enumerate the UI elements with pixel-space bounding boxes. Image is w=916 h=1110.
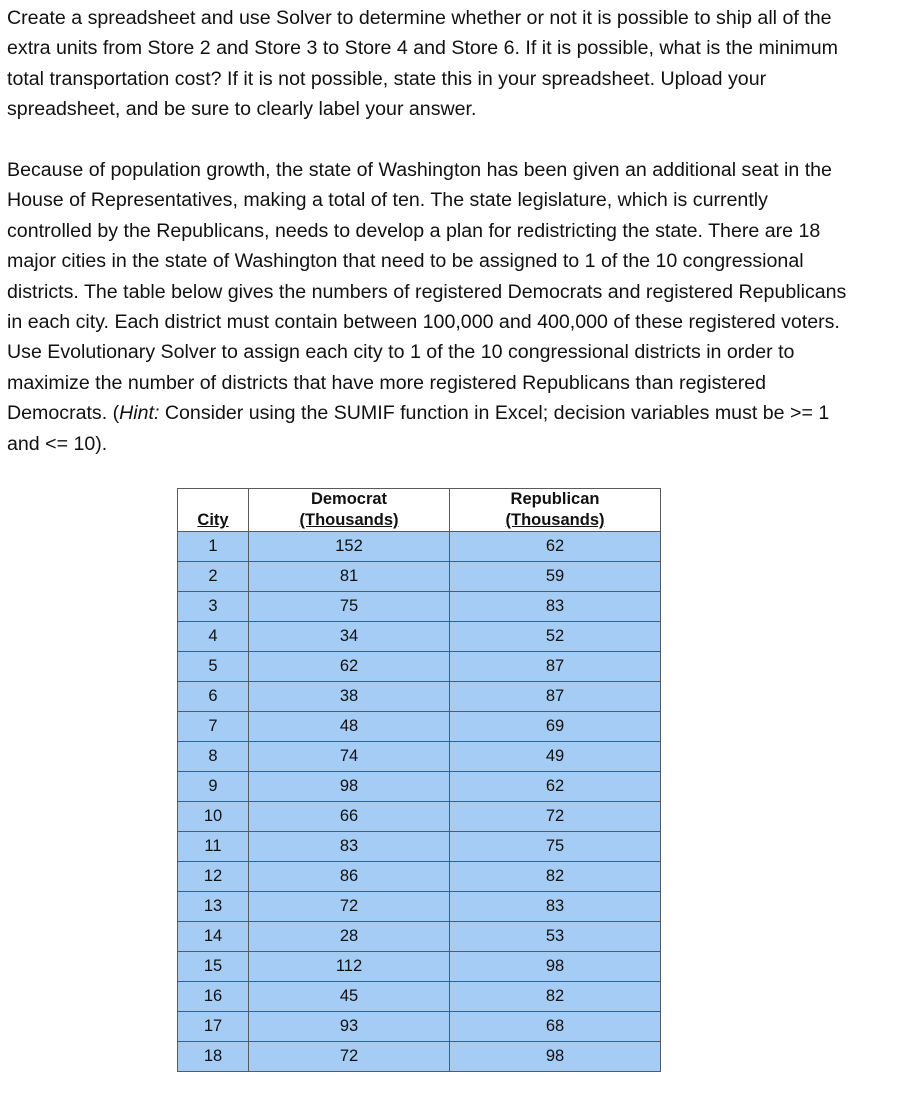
text-segment: Democrats. ( [7, 402, 120, 425]
table-row [178, 952, 661, 982]
table-row [178, 982, 661, 1012]
cell-republican: 82 [450, 982, 661, 1012]
text-line-hint [7, 398, 912, 428]
cell-republican: 98 [450, 1042, 661, 1072]
cell-republican: 82 [450, 862, 661, 892]
cell-republican: 87 [450, 652, 661, 682]
text-line: House of Representatives, making a total of ten. The state legislature, which is currently [7, 189, 768, 212]
voter-table-container [177, 488, 661, 1072]
text-line: controlled by the Republicans, needs to develop a plan for redistricting the state. There are 18 [7, 219, 821, 242]
cell-city: 4 [178, 622, 249, 652]
cell-city: 18 [178, 1042, 249, 1072]
voter-registration-table [177, 488, 661, 1072]
cell-democrat: 152 [249, 532, 450, 562]
cell-republican: 49 [450, 742, 661, 772]
cell-republican: 52 [450, 622, 661, 652]
text-line: Use Evolutionary Solver to assign each city to 1 of the 10 congressional districts in order to [7, 341, 795, 364]
text-line: extra units from Store 2 and Store 3 to Store 4 and Store 6. If it is possible, what is the minimum [7, 37, 838, 60]
cell-republican: 72 [450, 802, 661, 832]
cell-republican: 68 [450, 1012, 661, 1042]
instruction-paragraph-redistricting [7, 155, 912, 459]
cell-democrat: 66 [249, 802, 450, 832]
table-body [178, 532, 661, 1072]
cell-republican: 75 [450, 832, 661, 862]
table-row [178, 1042, 661, 1072]
cell-democrat: 74 [249, 742, 450, 772]
cell-democrat: 34 [249, 622, 450, 652]
table-row [178, 862, 661, 892]
text-line: Because of population growth, the state of Washington has been given an additional seat in the [7, 159, 832, 181]
cell-democrat: 48 [249, 712, 450, 742]
cell-city: 15 [178, 952, 249, 982]
cell-city: 1 [178, 532, 249, 562]
cell-republican: 87 [450, 682, 661, 712]
table-row [178, 562, 661, 592]
table-row [178, 832, 661, 862]
column-header-republican: Republican (Thousands) [450, 489, 661, 532]
text-line: districts. The table below gives the numbers of registered Democrats and registered Republicans [7, 280, 847, 303]
cell-city: 11 [178, 832, 249, 862]
cell-democrat: 86 [249, 862, 450, 892]
cell-democrat: 45 [249, 982, 450, 1012]
cell-republican: 62 [450, 772, 661, 802]
column-header-democrat: Democrat (Thousands) [249, 489, 450, 532]
table-row [178, 592, 661, 622]
table-header-row [178, 489, 661, 532]
cell-city: 2 [178, 562, 249, 592]
table-row [178, 712, 661, 742]
cell-city: 14 [178, 922, 249, 952]
cell-democrat: 93 [249, 1012, 450, 1042]
cell-city: 12 [178, 862, 249, 892]
cell-democrat: 72 [249, 892, 450, 922]
text-line: in each city. Each district must contain between 100,000 and 400,000 of these registered voters. [7, 311, 840, 334]
table-row [178, 682, 661, 712]
text-line: spreadsheet, and be sure to clearly label your answer. [7, 98, 477, 121]
text-line: Create a spreadsheet and use Solver to determine whether or not it is possible to ship all of the [7, 7, 832, 29]
cell-city: 8 [178, 742, 249, 772]
text-line: maximize the number of districts that have more registered Republicans than registered [7, 371, 767, 394]
text-line: total transportation cost? If it is not possible, state this in your spreadsheet. Upload your [7, 67, 767, 90]
cell-republican: 98 [450, 952, 661, 982]
table-row [178, 802, 661, 832]
cell-democrat: 38 [249, 682, 450, 712]
table-row [178, 922, 661, 952]
cell-city: 13 [178, 892, 249, 922]
cell-republican: 62 [450, 532, 661, 562]
text-segment: Consider using the SUMIF function in Excel; decision variables must be >= 1 [159, 402, 830, 425]
instruction-paragraph-shipping [7, 3, 912, 125]
cell-democrat: 72 [249, 1042, 450, 1072]
cell-republican: 83 [450, 592, 661, 622]
cell-city: 9 [178, 772, 249, 802]
cell-city: 16 [178, 982, 249, 1012]
cell-republican: 53 [450, 922, 661, 952]
cell-democrat: 81 [249, 562, 450, 592]
table-row [178, 532, 661, 562]
cell-democrat: 28 [249, 922, 450, 952]
cell-democrat: 62 [249, 652, 450, 682]
cell-republican: 69 [450, 712, 661, 742]
table-row [178, 1012, 661, 1042]
cell-city: 5 [178, 652, 249, 682]
hint-label: Hint: [119, 402, 160, 425]
text-line: and <= 10). [7, 432, 108, 455]
cell-democrat: 75 [249, 592, 450, 622]
cell-democrat: 98 [249, 772, 450, 802]
column-header-city: City [178, 489, 249, 532]
cell-democrat: 83 [249, 832, 450, 862]
table-row [178, 652, 661, 682]
text-line: major cities in the state of Washington that need to be assigned to 1 of the 10 congressional [7, 250, 804, 273]
cell-republican: 83 [450, 892, 661, 922]
table-row [178, 772, 661, 802]
cell-city: 17 [178, 1012, 249, 1042]
cell-city: 6 [178, 682, 249, 712]
cell-city: 3 [178, 592, 249, 622]
table-row [178, 742, 661, 772]
cell-city: 10 [178, 802, 249, 832]
table-row [178, 622, 661, 652]
cell-republican: 59 [450, 562, 661, 592]
cell-city: 7 [178, 712, 249, 742]
cell-democrat: 112 [249, 952, 450, 982]
table-row [178, 892, 661, 922]
